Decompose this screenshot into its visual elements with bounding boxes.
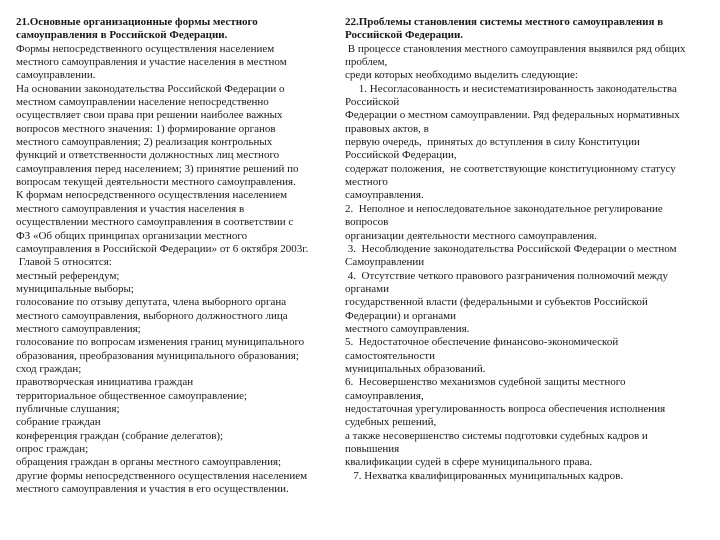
body-text-line: местного самоуправления;	[16, 322, 141, 335]
body-text-line: территориальное общественное самоуправление;	[16, 389, 248, 402]
body-text-line: недостаточная урегулированность вопроса обеспечения исполнения	[345, 402, 666, 415]
body-text-line: среди которых необходимо выделить следующие:	[345, 69, 578, 82]
body-text-line: самоуправлении.	[16, 69, 96, 82]
body-text-line: 4. Отсутствие четкого правового разграничения полномочий между	[345, 269, 669, 282]
body-text-line: другие формы непосредственного осуществления населением	[16, 469, 308, 482]
section-title-line: 22.Проблемы становления системы местного самоуправления в	[345, 16, 664, 28]
body-text-line: На основании законодательства Российской Федерации о	[16, 82, 285, 95]
body-text-line: местного самоуправления; 2) реализация контрольных	[16, 136, 273, 149]
body-text-line: 6. Несовершенство механизмов судебной защиты местного	[345, 376, 626, 389]
body-text-line: голосование по отзыву депутата, члена выборного органа	[16, 296, 287, 309]
body-text-line: первую очередь, принятых до вступления в силу Конституции	[345, 136, 640, 149]
body-text-line: Федерации) и органами	[345, 309, 457, 322]
body-text-line: 1. Несогласованность и несистематизированность законодательства	[345, 82, 677, 95]
body-text-line: муниципальных образований.	[345, 362, 486, 375]
body-text-line: правовых актов, в	[345, 122, 429, 135]
body-text-line: 5. Недостаточное обеспечение финансово-экономической	[345, 336, 619, 349]
body-text-line: судебных решений,	[345, 416, 437, 429]
body-text-line: организации деятельности местного самоуправления.	[345, 229, 597, 242]
body-text-line: Формы непосредственного осуществления населением	[16, 42, 275, 55]
section-title-line: 21.Основные организационные формы местного	[16, 16, 258, 28]
body-text-line: самостоятельности	[345, 349, 435, 362]
body-text-line: голосование по вопросам изменения границ муниципального	[16, 336, 305, 349]
body-text-line: вопросам текущей деятельности местного самоуправления.	[16, 176, 296, 189]
body-text-line: местном самоуправлении население непосредственно	[16, 96, 269, 109]
body-text-line: ФЗ «Об общих принципах организации местного	[16, 229, 248, 242]
body-text-line: местный референдум;	[16, 269, 120, 282]
body-text-line: Федерации о местном самоуправлении. Ряд федеральных нормативных	[345, 109, 680, 122]
body-text-line: местного самоуправления и участия в его осуществлении.	[16, 483, 289, 496]
body-text-line: 2. Неполное и непоследовательное законодательное регулирование	[345, 202, 663, 215]
body-text-line: конференция граждан (собрание делегатов);	[16, 429, 224, 442]
body-text-line: обращения граждан в органы местного самоуправления;	[16, 456, 282, 469]
body-text-line: Самоуправлении	[345, 256, 425, 269]
body-text-line: опрос граждан;	[16, 443, 89, 455]
body-text-line: а также несовершенство системы подготовки судебных кадров и	[345, 429, 648, 442]
body-text-line: местного самоуправления.	[345, 322, 470, 335]
body-text-line: осуществляет свои права при решении наиболее важных	[16, 109, 283, 122]
body-text-line: местного самоуправления, выборного должностного лица	[16, 309, 288, 322]
body-text-line: К формам непосредственного осуществления населением	[16, 189, 288, 202]
body-text-line: местного самоуправления и участия населения в	[16, 202, 245, 215]
body-text-line: проблем,	[345, 56, 388, 69]
body-text-line: 7. Нехватка квалифицированных муниципальных кадров.	[345, 469, 624, 482]
body-text-line: правотворческая инициатива граждан	[16, 376, 194, 389]
body-text-line: публичные слушания;	[16, 402, 120, 415]
body-text-line: самоуправления,	[345, 389, 424, 402]
body-text-line: Главой 5 относятся:	[16, 256, 112, 269]
body-text-line: государственной власти (федеральными и субъектов Российской	[345, 296, 648, 309]
body-text-line: местного	[345, 176, 388, 189]
body-text-line: осуществлении местного самоуправления в соответствии с	[16, 216, 294, 229]
body-text-line: местного самоуправления и участие населения в местном	[16, 56, 287, 69]
body-text-line: самоуправления перед населением; 3) принятие решений по	[16, 162, 299, 175]
body-text-line: квалификации судей в сфере муниципального права.	[345, 456, 593, 469]
body-text-line: 3. Несоблюдение законодательства Российской Федерации о местном	[345, 242, 677, 255]
body-text-line: вопросов местного значения: 1) формирование органов	[16, 122, 276, 135]
body-text-line: собрание граждан	[16, 416, 101, 429]
body-text-line: функций и ответственности должностных лиц местного	[16, 149, 280, 162]
body-text-line: самоуправления в Российской Федерации» от 6 октября 2003г.	[16, 242, 309, 255]
body-text-line: В процессе становления местного самоуправления выявился ряд общих	[345, 42, 686, 55]
body-text-line: самоуправления.	[345, 189, 424, 202]
body-text-line: вопросов	[345, 216, 389, 229]
body-text-line: сход граждан;	[16, 362, 82, 375]
right-column-section-22	[345, 16, 715, 483]
section-title-line: самоуправления в Российской Федерации.	[16, 29, 228, 42]
body-text-line: муниципальные выборы;	[16, 282, 134, 295]
body-text-line: образования, преобразования муниципального образования;	[16, 349, 299, 362]
body-text-line: содержат положения, не соответствующие конституционному статусу	[345, 162, 676, 175]
body-text-line: повышения	[345, 443, 400, 455]
body-text-line: Российской	[345, 96, 400, 109]
left-column-section-21	[16, 16, 341, 496]
body-text-line: органами	[345, 282, 390, 295]
section-title-line: Российской Федерации.	[345, 29, 464, 42]
body-text-line: Российской Федерации,	[345, 149, 457, 162]
